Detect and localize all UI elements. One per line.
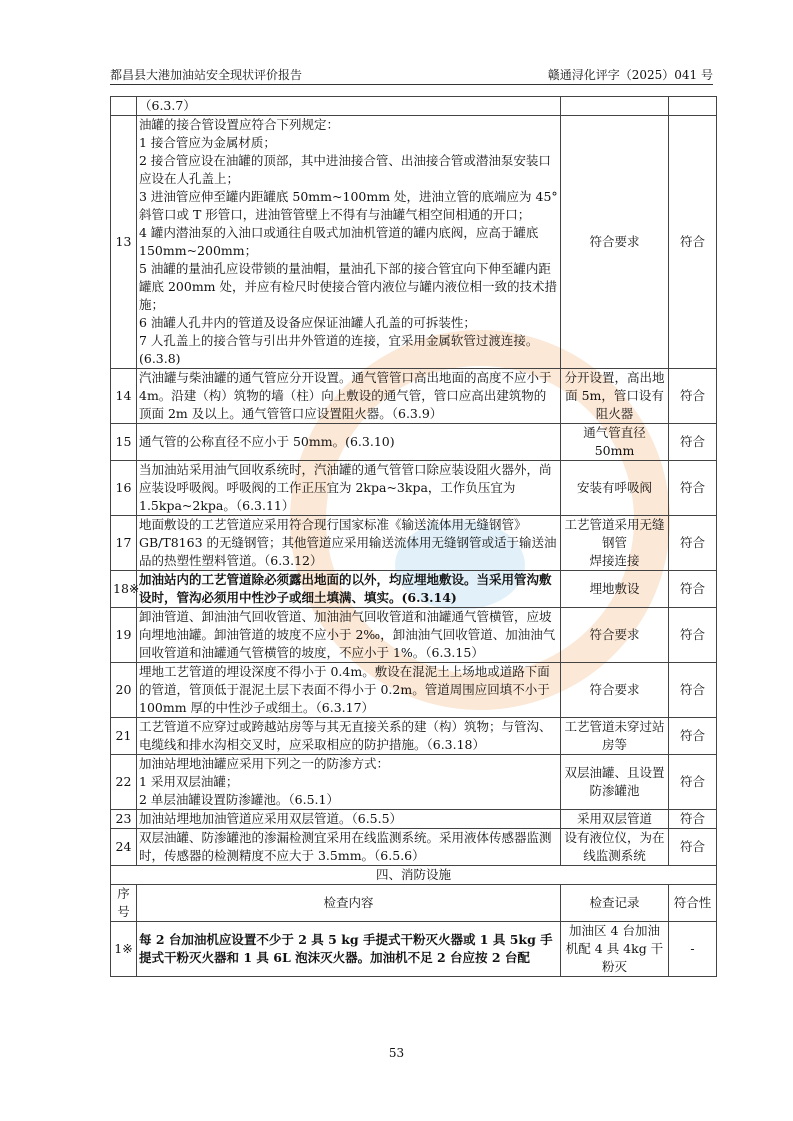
row-result: - [669,922,717,977]
column-header-row [111,885,717,922]
row-result: 符合 [669,424,717,461]
table-row [111,718,717,755]
row-content: 埋地工艺管道的埋设深度不得小于 0.4m。敷设在混泥土上场地或道路下面的管道，管顶低于混泥土层下表面不得小于 0.2m。管道周围应回填不小于 100mm 厚的中性沙子或细土。（6.3.17） [137,663,561,718]
row-record: 埋地敷设 [561,571,669,608]
row-number: 1※ [111,922,137,977]
page-header [110,66,713,85]
row-content: 工艺管道不应穿过或跨越站房等与其无直接关系的建（构）筑物；与管沟、电缆线和排水沟相交叉时，应采取相应的防护措施。（6.3.18） [137,718,561,755]
row-number: 22 [111,755,137,810]
row-result: 符合 [669,810,717,829]
row-result: 符合 [669,608,717,663]
row-result: 符合 [669,516,717,571]
table-row [111,571,717,608]
row-number: 24 [111,829,137,866]
row-number: 14 [111,369,137,424]
row-record: 工艺管道未穿过站房等 [561,718,669,755]
table-row [111,369,717,424]
row-content: 汽油罐与柴油罐的通气管应分开设置。通气管管口高出地面的高度不应小于 4m。沿建（构）筑物的墙（柱）向上敷设的通气管，管口应高出建筑物的顶面 2m 及以上。通气管管口应设置阻火器。（6.3.9） [137,369,561,424]
row-number: 23 [111,810,137,829]
row-result [669,97,717,116]
row-content: 加油站埋地油罐应采用下列之一的防渗方式： 1 采用双层油罐； 2 单层油罐设置防渗罐池。（6.5.1） [137,755,561,810]
row-result: 符合 [669,663,717,718]
row-record: 工艺管道采用无缝钢管 焊接连接 [561,516,669,571]
row-number: 21 [111,718,137,755]
row-record: 符合要求 [561,663,669,718]
row-number: 19 [111,608,137,663]
row-record: 加油区 4 台加油机配 4 具 4kg 干粉灭 [561,922,669,977]
table-row [111,424,717,461]
table-row [111,810,717,829]
section-title: 四、消防设施 [111,866,717,885]
row-record: 双层油罐、且设置防渗罐池 [561,755,669,810]
row-record: 符合要求 [561,116,669,369]
row-result: 符合 [669,571,717,608]
table-row [111,461,717,516]
row-record: 采用双层管道 [561,810,669,829]
row-result: 符合 [669,369,717,424]
row-content: 加油站内的工艺管道除必须露出地面的以外，均应埋地敷设。当采用管沟敷设时，管沟必须用中性沙子或细土填满、填实。(6.3.14) [137,571,561,608]
row-content: 双层油罐、防渗罐池的渗漏检测宜采用在线监测系统。采用液体传感器监测时，传感器的检测精度不应大于 3.5mm。（6.5.6） [137,829,561,866]
col-header-result: 符合性 [669,885,717,922]
table-row [111,97,717,116]
row-number: 17 [111,516,137,571]
row-content: 当加油站采用油气回收系统时，汽油罐的通气管管口除应装设阻火器外，尚应装设呼吸阀。呼吸阀的工作正压宜为 2kpa~3kpa，工作负压宜为 1.5kpa~2kpa。（6.3.11） [137,461,561,516]
row-content: 加油站埋地加油管道应采用双层管道。（6.5.5） [137,810,561,829]
table-row [111,116,717,369]
report-title: 都昌县大港加油站安全现状评价报告 [110,68,303,82]
row-result: 符合 [669,829,717,866]
row-result: 符合 [669,461,717,516]
row-record: 通气管直径 50mm [561,424,669,461]
row-content: 卸油管道、卸油油气回收管道、加油油气回收管道和油罐通气管横管，应坡向埋地油罐。卸油管道的坡度不应小于 2‰，卸油油气回收管道、加油油气回收管道和油罐通气管横管的坡度，不应小于 1%。（6.3.15） [137,608,561,663]
table-row [111,663,717,718]
row-result: 符合 [669,718,717,755]
row-content: 地面敷设的工艺管道应采用符合现行国家标准《输送流体用无缝钢管》GB/T8163 的无缝钢管；其他管道应采用输送流体用无缝钢管或适于输送油品的热塑性塑料管道。（6.3.12） [137,516,561,571]
section-header-row [111,866,717,885]
table-row [111,755,717,810]
row-content: 每 2 台加油机应设置不少于 2 具 5 kg 手提式干粉灭火器或 1 具 5kg 手提式干粉灭火器和 1 具 6L 泡沫灭火器。加油机不足 2 台应按 2 台配 [137,922,561,977]
row-record: 设有液位仪，为在线监测系统 [561,829,669,866]
row-number: 18※ [111,571,137,608]
row-number [111,97,137,116]
inspection-table [110,96,717,977]
row-number: 15 [111,424,137,461]
table-row [111,829,717,866]
table-row [111,516,717,571]
col-header-content: 检查内容 [137,885,561,922]
col-header-no: 序号 [111,885,137,922]
row-content: 通气管的公称直径不应小于 50mm。(6.3.10) [137,424,561,461]
page-number: 53 [388,1046,405,1060]
table-row [111,608,717,663]
row-content: 油罐的接合管设置应符合下列规定： 1 接合管应为金属材质； 2 接合管应设在油罐的顶部，其中进油接合管、出油接合管或潜油泵安装口应设在人孔盖上； 3 进油管应伸至罐内距罐底 50mm~100mm 处，进油立管的底端应为 45°斜管口或 T 形管口，进油管管壁上不得有与油罐气相空间相通的开口； 4 罐内潜油泵的入油口或通往自吸式加油机管道的罐内底阀，应高于罐底 150mm~200mm； 5 油罐的量油孔应设带锁的量油帽，量油孔下部的接合管宜向下伸至罐内距罐底 200mm 处，并应有检尺时使接合管内液位与罐内液位相一致的技术措施； 6 油罐人孔井内的管道及设备应保证油罐人孔盖的可拆装性； 7 人孔盖上的接合管与引出井外管道的连接，宜采用金属软管过渡连接。(6.3.8) [137,116,561,369]
row-number: 13 [111,116,137,369]
row-number: 16 [111,461,137,516]
row-record: 分开设置，高出地面 5m，管口设有阻火器 [561,369,669,424]
row-number: 20 [111,663,137,718]
col-header-record: 检查记录 [561,885,669,922]
row-record [561,97,669,116]
table-row [111,922,717,977]
row-result: 符合 [669,755,717,810]
row-record: 安装有呼吸阀 [561,461,669,516]
row-result: 符合 [669,116,717,369]
row-record: 符合要求 [561,608,669,663]
row-content: （6.3.7） [137,97,561,116]
report-number: 赣通浔化评字（2025）041 号 [547,68,713,82]
